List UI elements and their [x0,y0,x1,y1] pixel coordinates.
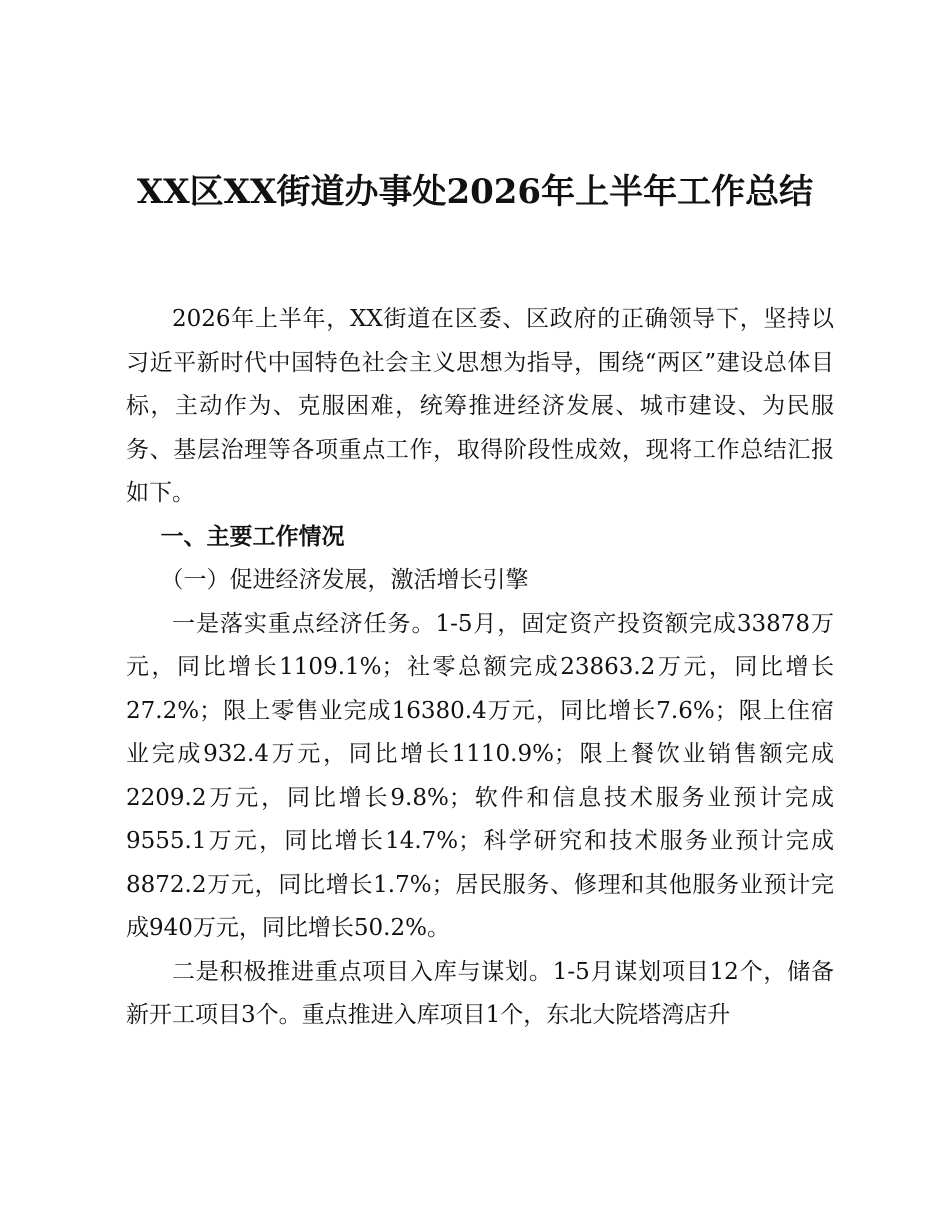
intro-paragraph: 2026年上半年，XX街道在区委、区政府的正确领导下，坚持以习近平新时代中国特色社会主义思想为指导，围绕“两区”建设总体目标，主动作为、克服困难，统筹推进经济发展、城市建设、为民服务、基层治理等各项重点工作，取得阶段性成效，现将工作总结汇报如下。 [126,306,834,506]
section-heading: 一、主要工作情况 [160,523,345,550]
subsection-heading: （一）促进经济发展，激活增长引擎 [160,567,529,593]
key-projects-paragraph: 二是积极推进重点项目入库与谋划。1-5月谋划项目12个，储备新开工项目3个。重点推进入库项目1个，东北大院塔湾店升 [126,958,834,1028]
economic-tasks-paragraph: 一是落实重点经济任务。1-5月，固定资产投资额完成33878万元，同比增长1109.1%；社零总额完成23863.2万元，同比增长27.2%；限上零售业完成16380.4万元，同比增长7.6%；限上住宿业完成932.4万元，同比增长1110.9%；限上餐饮业销售额完成2209.2万元，同比增长9.8%；软件和信息技术服务业预计完成9555.1万元，同比增长14.7%；科学研究和技术服务业预计完成8872.2万元，同比增长1.7%；居民服务、修理和其他服务业预计完成940万元，同比增长50.2%。 [126,610,834,941]
document-body [126,298,834,1038]
document-title: XX区XX街道办事处2026年上半年工作总结 [136,172,814,212]
